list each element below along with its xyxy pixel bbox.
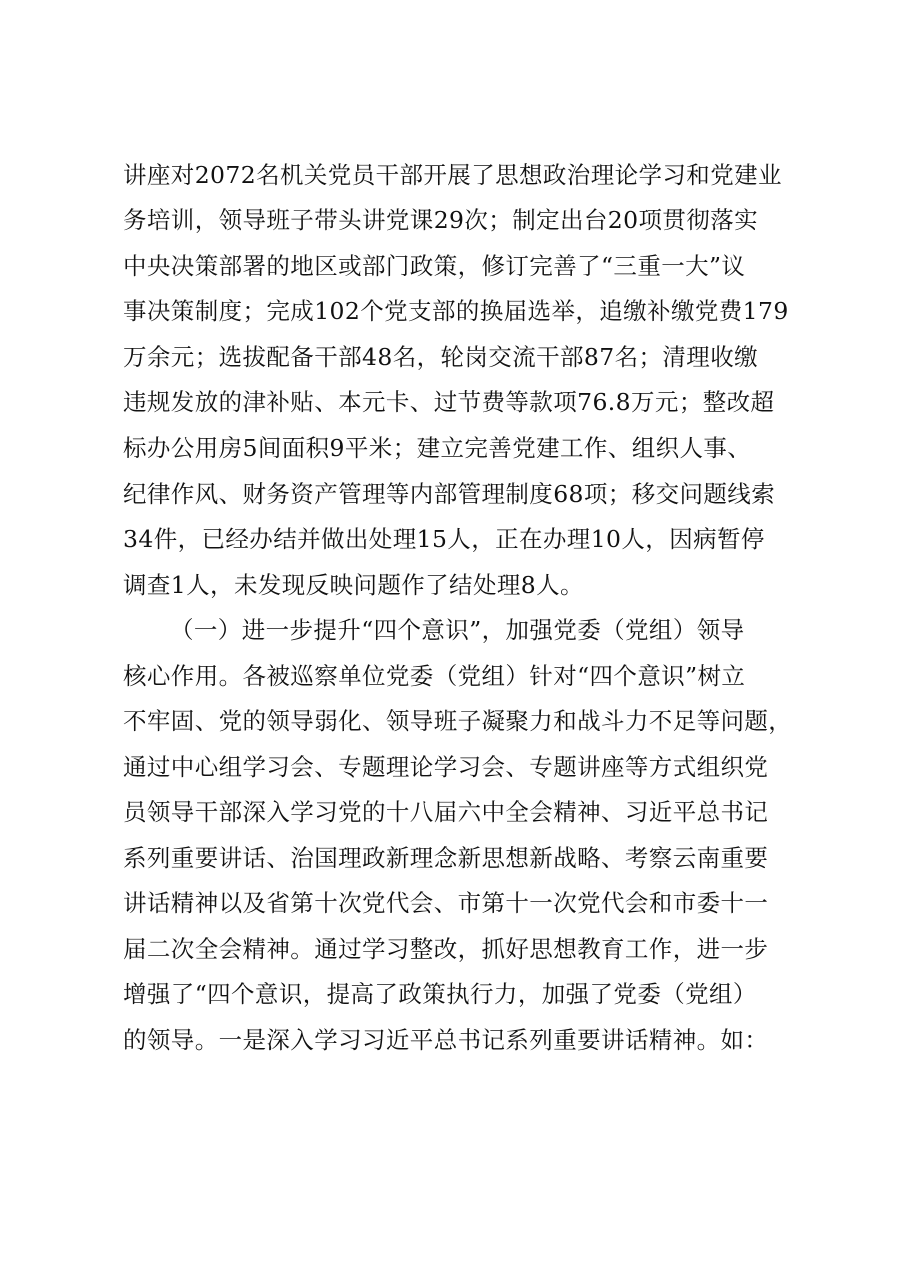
text-line-5: 万余元；选拔配备干部48名，轮岗交流干部87名；清理收缴 <box>123 343 759 371</box>
text-line-9: 34件，已经办结并做出处理15人，正在办理10人，因病暂停 <box>123 525 765 553</box>
text-line-6: 违规发放的津补贴、本元卡、过节费等款项76.8万元；整改超 <box>123 388 775 416</box>
text-line-4: 事决策制度；完成102个党支部的换届选举，追缴补缴党费179 <box>123 297 789 325</box>
text-line-13: 不牢固、党的领导弱化、领导班子凝聚力和战斗力不足等问题， <box>123 707 793 735</box>
text-line-1: 讲座对2072名机关党员干部开展了思想政治理论学习和党建业 <box>123 161 782 189</box>
text-line-7: 标办公用房5间面积9平米；建立完善党建工作、组织人事、 <box>123 434 752 462</box>
text-line-14: 通过中心组学习会、专题理论学习会、专题讲座等方式组织党 <box>123 753 769 781</box>
text-line-18: 届二次全会精神。通过学习整改，抓好思想教育工作，进一步 <box>123 935 769 963</box>
text-line-3: 中央决策部署的地区或部门政策，修订完善了“三重一大”议 <box>123 252 746 280</box>
text-line-2: 务培训，领导班子带头讲党课29次；制定出台20项贯彻落实 <box>123 206 759 234</box>
text-line-15: 员领导干部深入学习党的十八届六中全会精神、习近平总书记 <box>123 798 769 826</box>
text-line-10: 调查1人，未发现反映问题作了结处理8人。 <box>123 571 584 599</box>
text-line-12: 核心作用。各被巡察单位党委（党组）针对“四个意识”树立 <box>123 662 746 690</box>
paragraph-heading-line: （一）进一步提升“四个意识”，加强党委（党组）领导 <box>170 616 745 644</box>
text-line-20: 的领导。一是深入学习习近平总书记系列重要讲话精神。如： <box>123 1026 769 1054</box>
text-line-17: 讲话精神以及省第十次党代会、市第十一次党代会和市委十一 <box>123 889 769 917</box>
text-line-8: 纪律作风、财务资产管理等内部管理制度68项；移交问题线索 <box>123 480 776 508</box>
text-line-19: 增强了“四个意识，提高了政策执行力，加强了党委（党组） <box>123 980 757 1008</box>
text-line-16: 系列重要讲话、治国理政新理念新思想新战略、考察云南重要 <box>123 844 769 872</box>
